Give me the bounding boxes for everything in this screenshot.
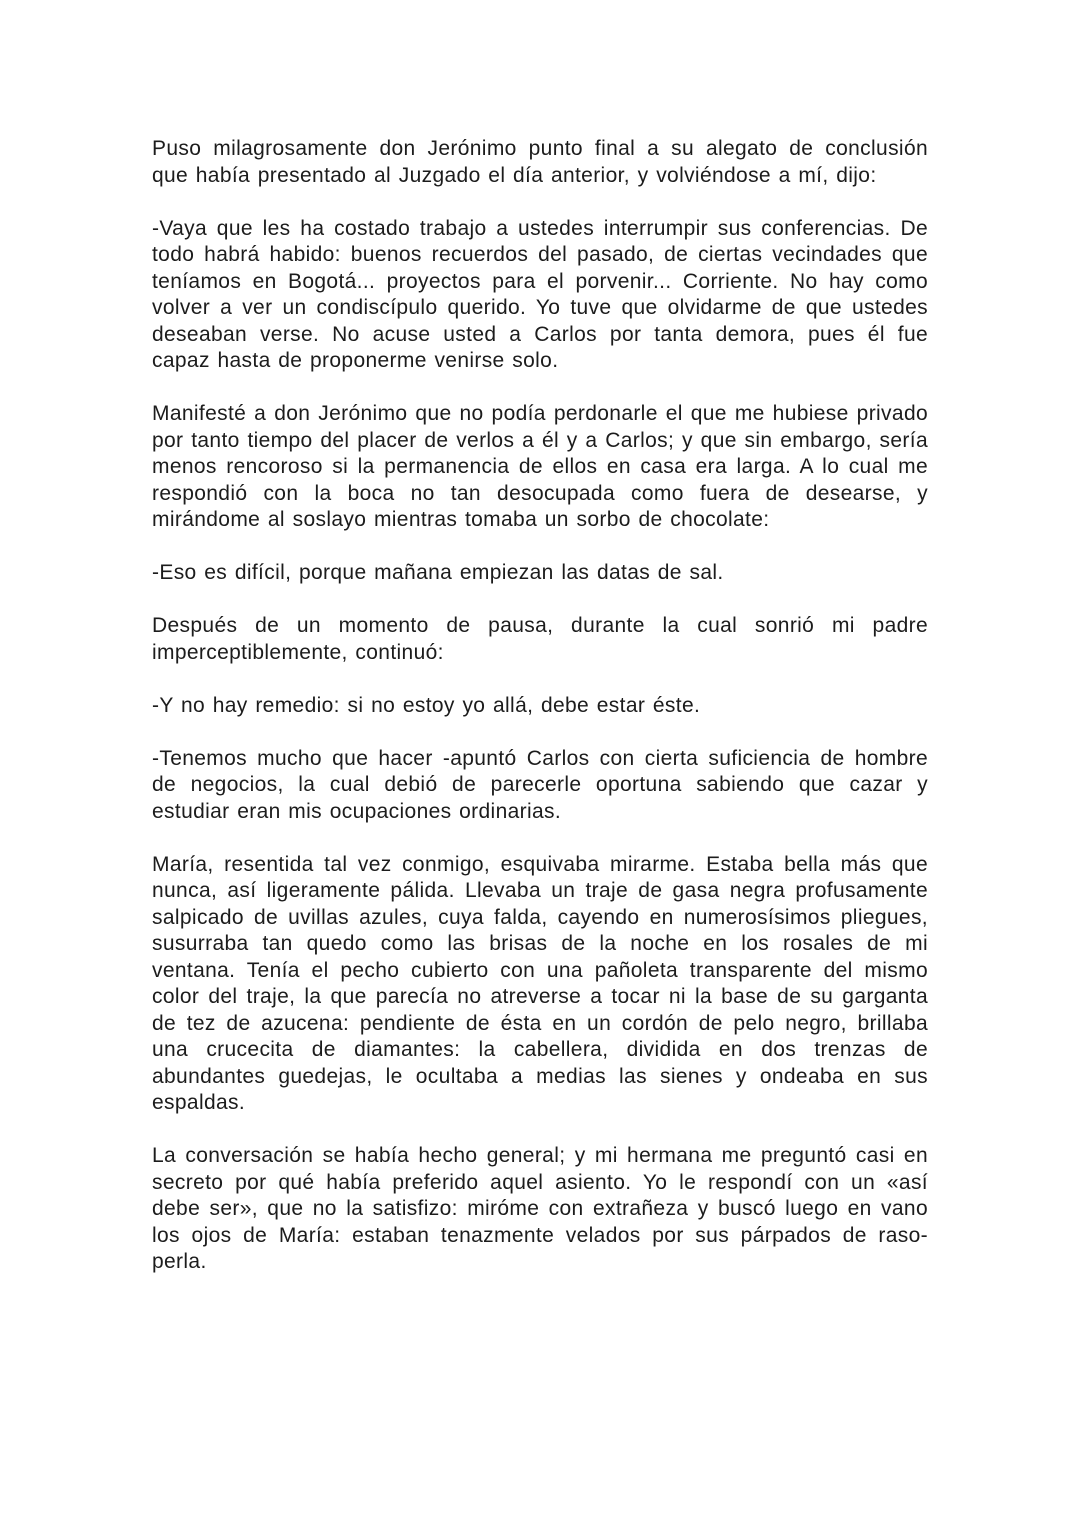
paragraph-narration-4: La conversación se había hecho general; y mi hermana me preguntó casi en secreto por qué había preferido aquel asiento. Yo le respondí con un «así debe ser», que no la satisfizo: miróme con extrañeza y buscó luego en vano los ojos de María: estaban tenazmente velados por sus párpados de raso-perla. (152, 1144, 928, 1273)
paragraph-dialogue-datas-de-sal: -Eso es difícil, porque mañana empiezan las datas de sal. (152, 561, 724, 584)
paragraph-narration-1: Puso milagrosamente don Jerónimo punto final a su alegato de conclusión que había presentado al Juzgado el día anterior, y volviéndose a mí, dijo: (152, 137, 928, 187)
paragraph-dialogue-jeronimo: -Vaya que les ha costado trabajo a ustedes interrumpir sus conferencias. De todo habrá habido: buenos recuerdos del pasado, de ciertas vecindades que teníamos en Bogotá... proyectos para el porvenir... Corriente. No hay como volver a ver un condiscípulo querido. Yo tuve que olvidarme de que ustedes deseaban verse. No acuse usted a Carlos por tanta demora, pues él fue capaz hasta de proponerme venirse solo. (152, 216, 928, 372)
paragraph-dialogue-remedio: -Y no hay remedio: si no estoy yo allá, debe estar éste. (152, 693, 701, 717)
paragraph-dialogue-carlos: -Tenemos mucho que hacer -apuntó Carlos con cierta suficiencia de hombre de negocios, la cual debió de parecerle oportuna sabiendo que cazar y estudiar eran mis ocupaciones ordinarias. (152, 746, 928, 823)
paragraph-narration-2: Manifesté a don Jerónimo que no podía perdonarle el que me hubiese privado por tanto tiempo del placer de verlos a él y a Carlos; y que sin embargo, sería menos rencoroso si la permanencia de ellos en casa era larga. A lo cual me respondió con la boca no tan desocupada como fuera de desearse, y mirándome al soslayo mientras tomaba un sorbo de chocolate: (152, 402, 928, 531)
paragraph-description-maria: María, resentida tal vez conmigo, esquivaba mirarme. Estaba bella más que nunca, así ligeramente pálida. Llevaba un traje de gasa negra profusamente salpicado de uvillas azules, cuya falda, cayendo en numerosísimos pliegues, susurraba tan quedo como las brisas de la noche en los rosales de mi ventana. Tenía el pecho cubierto con una pañoleta transparente del mismo color del traje, la que parecía no atreverse a tocar ni la base de su garganta de tez de azucena: pendiente de ésta en un cordón de pelo negro, brillaba una crucecita de diamantes: la cabellera, dividida en dos trenzas de abundantes guedejas, le ocultaba a medias las sienes y ondeaba en sus espaldas. (152, 852, 928, 1114)
paragraph-narration-3: Después de un momento de pausa, durante la cual sonrió mi padre imperceptiblemente, continuó: (152, 614, 928, 664)
